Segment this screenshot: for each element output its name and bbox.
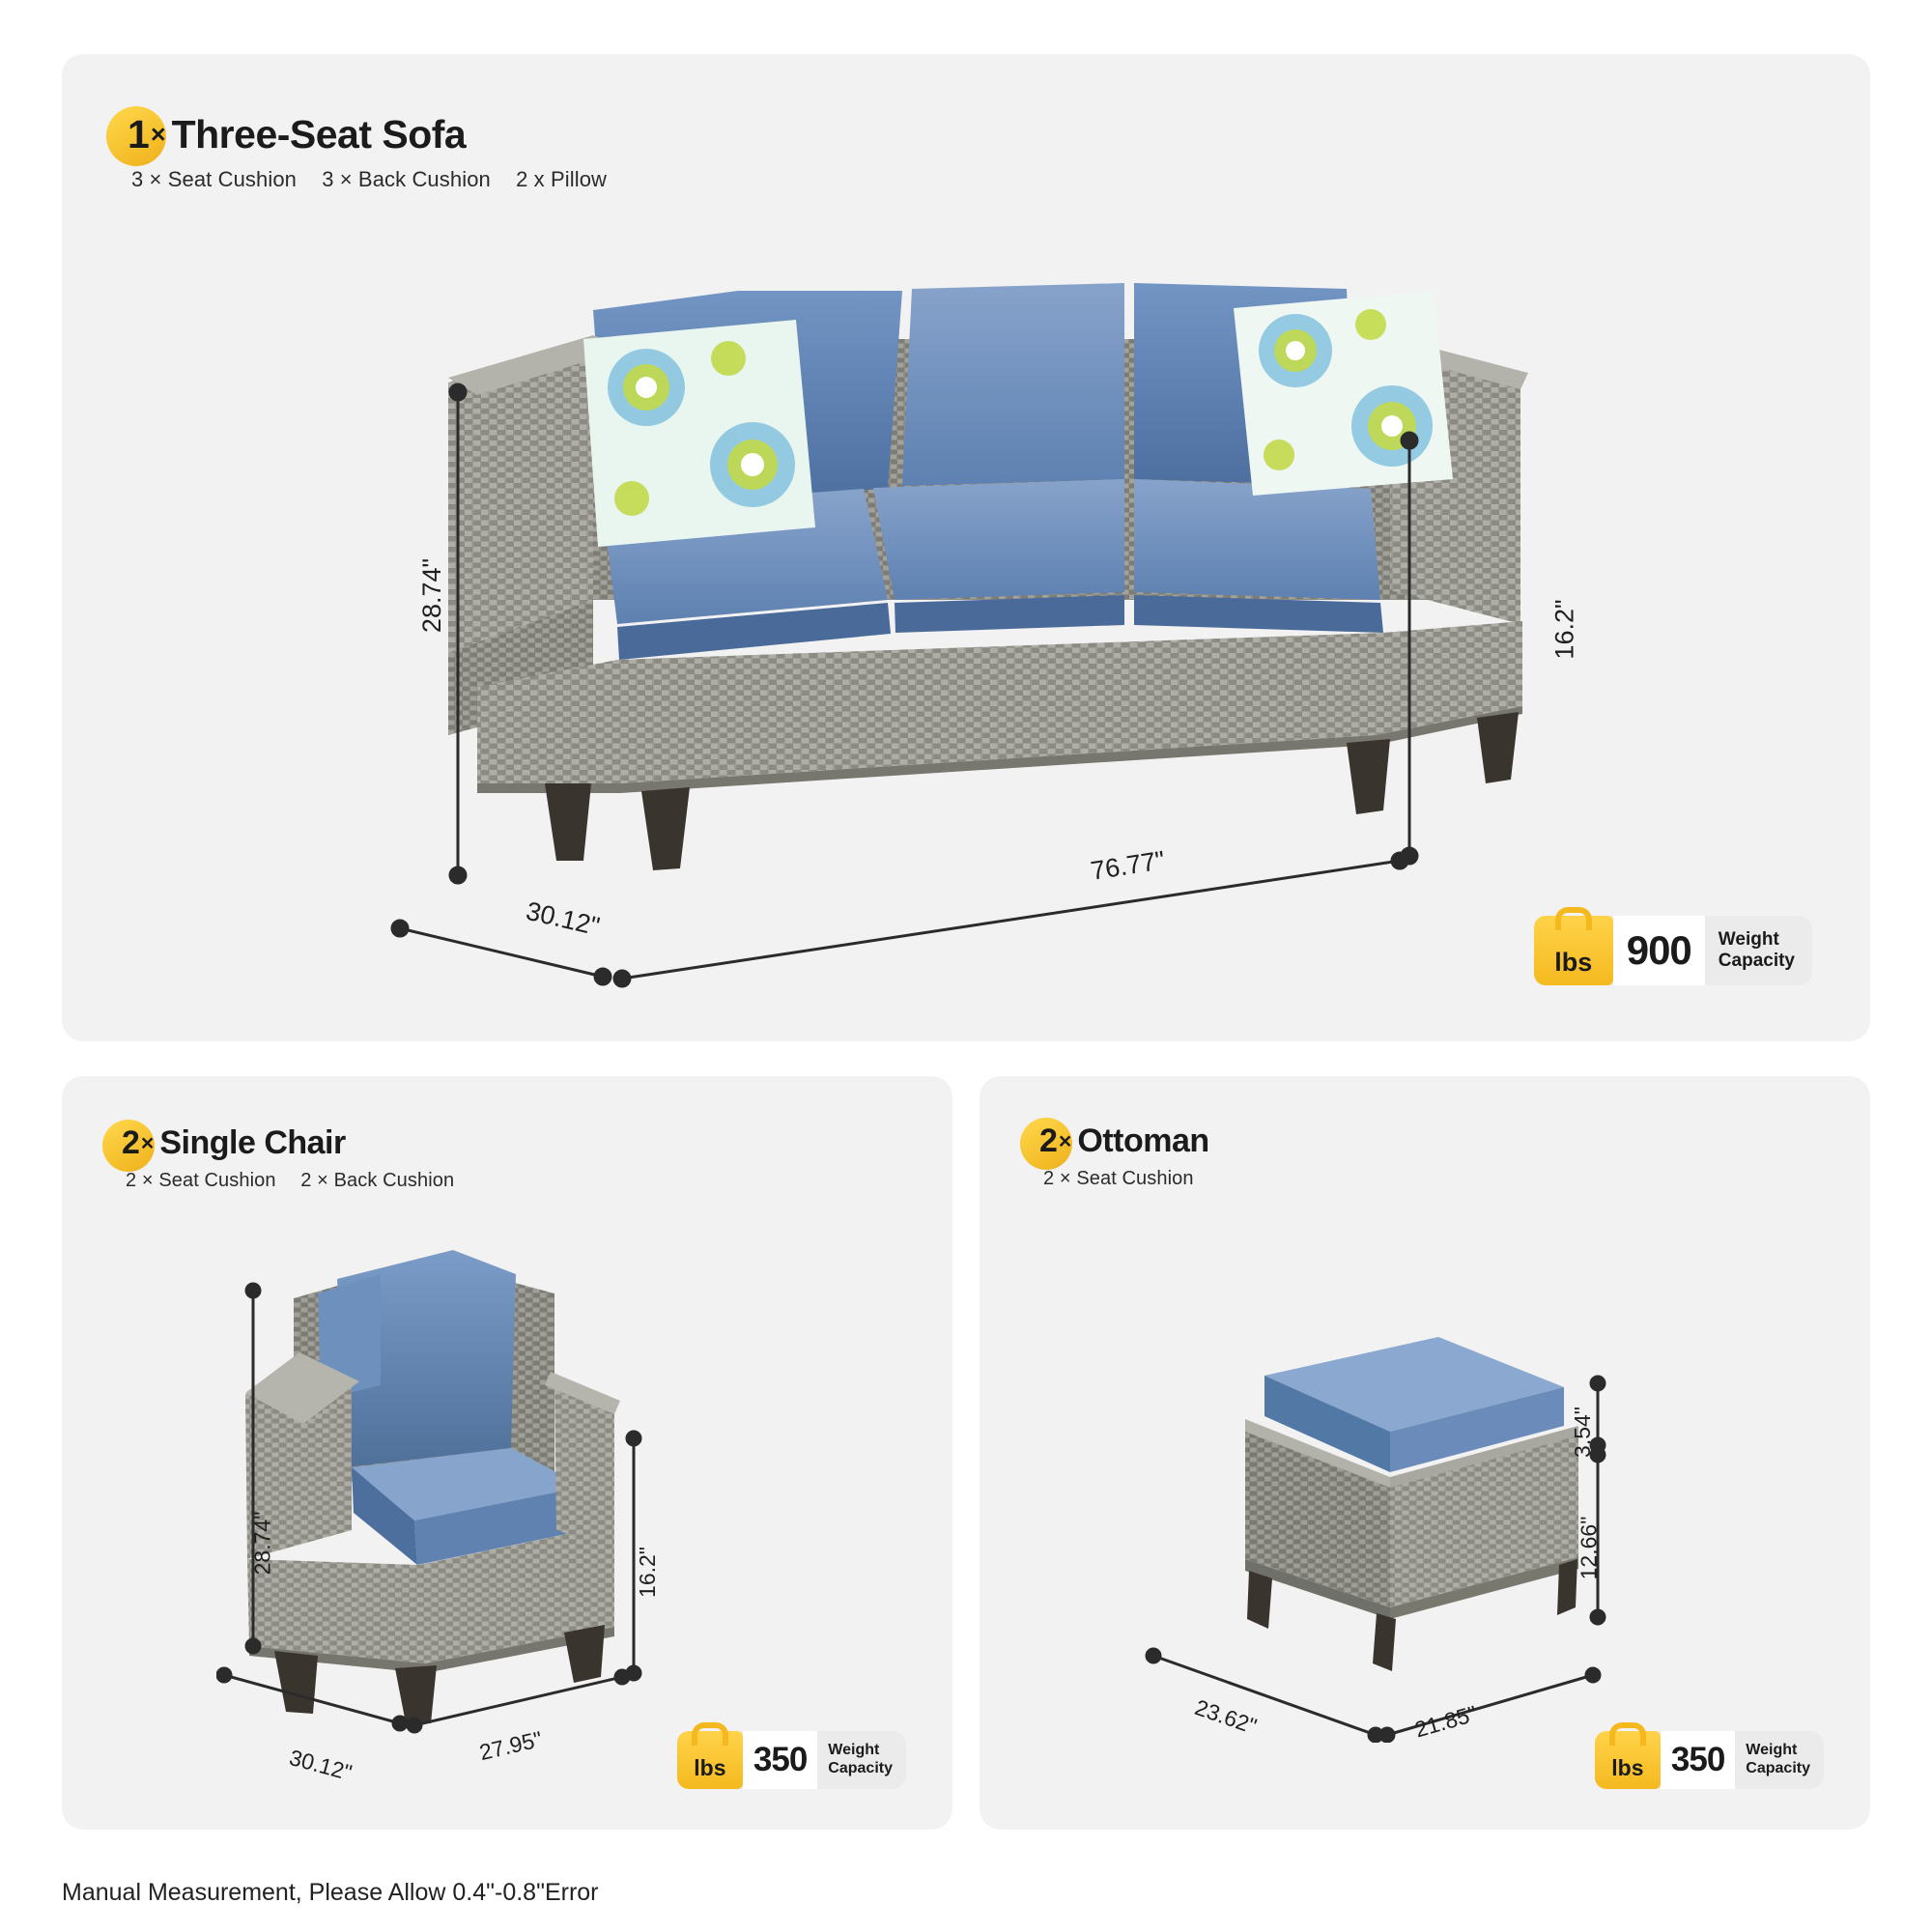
sofa-weight-capacity-badge: [1534, 916, 1812, 985]
sofa-title: Three-Seat Sofa: [171, 112, 467, 156]
chair-weight-caption: [817, 1731, 906, 1789]
sofa-weight-caption: [1705, 916, 1812, 985]
ottoman-depth-label: 21.85": [1411, 1700, 1480, 1743]
chair-width-label: 27.95": [476, 1725, 545, 1766]
ottoman-width-label: 23.62": [1191, 1694, 1261, 1740]
ottoman-include-0: 2 × Seat Cushion: [1043, 1168, 1194, 1189]
chair-weight-capacity-badge: [677, 1731, 906, 1789]
sofa-depth-label: 30.12": [523, 895, 603, 942]
chair-weight-value: 350: [743, 1731, 817, 1789]
ottoman-weight-unit: lbs: [1611, 1755, 1644, 1780]
chair-seat-height-label: 16.2": [634, 1547, 660, 1598]
weight-icon: [1534, 916, 1613, 985]
weight-icon: [677, 1731, 743, 1789]
chair-card: [62, 1076, 952, 1830]
chair-includes: [126, 1170, 473, 1192]
sofa-multiply-sign: ×: [150, 120, 166, 149]
ottoman-dimension-lines: [1144, 1337, 1762, 1743]
ottoman-weight-caption: [1735, 1731, 1824, 1789]
sofa-height-label: 28.74": [417, 557, 447, 634]
sofa-weight-unit: lbs: [1554, 948, 1593, 977]
chair-multiply-sign: ×: [140, 1130, 155, 1155]
ottoman-title: Ottoman: [1077, 1122, 1209, 1159]
weight-icon: [1595, 1731, 1661, 1789]
chair-height-label: 28.74": [249, 1511, 275, 1576]
ottoman-weight-line1: Weight: [1746, 1742, 1798, 1759]
sofa-width-label: 76.77": [1089, 845, 1167, 886]
ottoman-weight-value: 350: [1661, 1731, 1735, 1789]
sofa-weight-value: 900: [1613, 916, 1705, 985]
ottoman-multiply-sign: ×: [1058, 1128, 1072, 1153]
ottoman-weight-capacity-badge: [1595, 1731, 1824, 1789]
sofa-heading: [128, 112, 626, 192]
sofa-qty: 1: [128, 112, 149, 156]
sofa-card: [62, 54, 1870, 1041]
ottoman-heading: [1039, 1122, 1213, 1190]
chair-weight-unit: lbs: [694, 1755, 726, 1780]
chair-qty: 2: [122, 1124, 139, 1161]
chair-weight-line1: Weight: [828, 1742, 880, 1759]
sofa-include-1: 3 × Back Cushion: [322, 167, 491, 191]
measurement-note: Manual Measurement, Please Allow 0.4"-0.8"Error: [62, 1879, 599, 1906]
chair-include-1: 2 × Back Cushion: [300, 1170, 455, 1191]
chair-include-0: 2 × Seat Cushion: [126, 1170, 276, 1191]
chair-title: Single Chair: [159, 1124, 346, 1161]
ottoman-includes: [1043, 1168, 1213, 1190]
sofa-weight-line2: Capacity: [1718, 951, 1795, 971]
ottoman-height-label: 12.66": [1576, 1516, 1602, 1580]
ottoman-weight-line2: Capacity: [1746, 1760, 1810, 1776]
chair-heading: [122, 1124, 473, 1192]
sofa-weight-line1: Weight: [1718, 928, 1779, 950]
ottoman-cushion-height-label: 3.54": [1569, 1406, 1595, 1458]
ottoman-qty: 2: [1039, 1122, 1057, 1159]
chair-dimension-lines: [216, 1269, 815, 1781]
sofa-seat-height-label: 16.2": [1549, 599, 1579, 660]
sofa-include-2: 2 x Pillow: [516, 167, 608, 191]
sofa-include-0: 3 × Seat Cushion: [131, 167, 297, 191]
chair-depth-label: 30.12": [286, 1744, 355, 1786]
sofa-dimension-lines: [381, 296, 1656, 991]
chair-weight-line2: Capacity: [828, 1760, 893, 1776]
ottoman-card: [980, 1076, 1870, 1830]
sofa-includes: [131, 167, 626, 192]
